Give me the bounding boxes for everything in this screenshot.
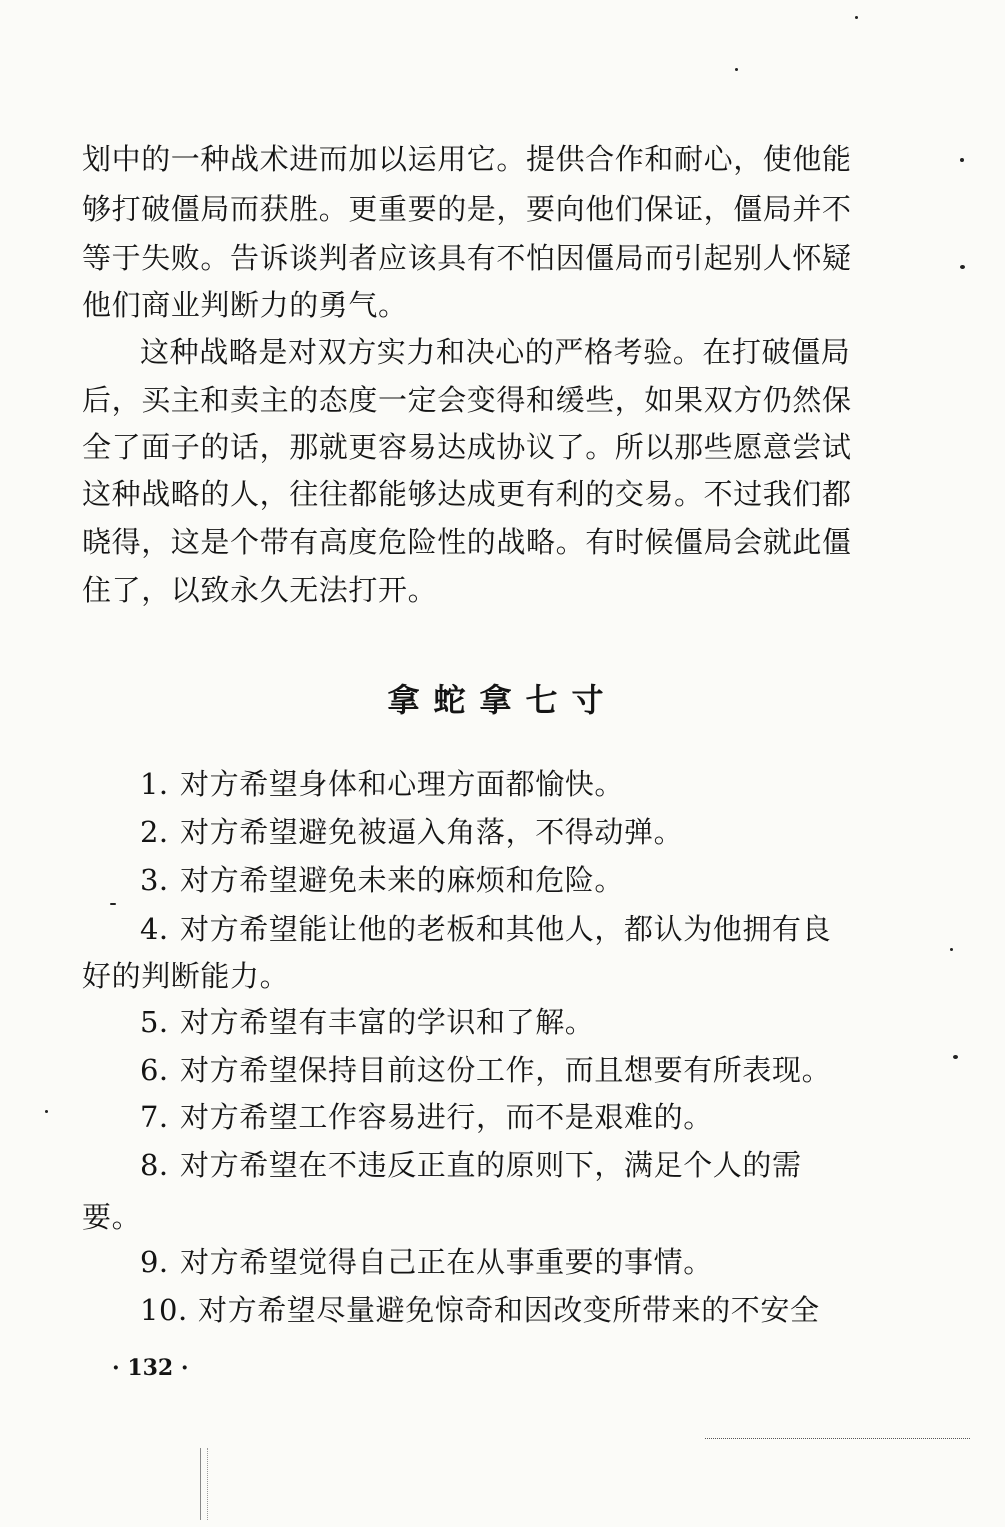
list-item-3	[140, 863, 624, 897]
scan-artifact-line	[705, 1438, 970, 1439]
list-item-number: 8．	[140, 1148, 189, 1182]
paragraph-2-line-2: 后，买主和卖主的态度一定会变得和缓些，如果双方仍然保	[82, 383, 852, 417]
paragraph-2-line-4: 这种战略的人，往往都能够达成更有利的交易。不过我们都	[82, 477, 852, 511]
list-item-text: 对方希望觉得自己正在从事重要的事情。	[180, 1245, 713, 1279]
paragraph-1-line-3: 等于失败。告诉谈判者应该具有不怕因僵局而引起别人怀疑	[82, 241, 852, 275]
list-item-4-continuation: 好的判断能力。	[82, 959, 290, 993]
scan-speck	[950, 948, 953, 951]
list-item-8-continuation: 要。	[82, 1200, 142, 1234]
list-item-1	[140, 767, 624, 801]
scan-speck	[855, 16, 858, 19]
list-item-number: 4．	[140, 912, 189, 946]
list-item-number: 9．	[140, 1245, 189, 1279]
list-item-text: 对方希望避免未来的麻烦和危险。	[180, 863, 625, 897]
list-item-2	[140, 815, 683, 849]
list-item-number: 10．	[140, 1293, 208, 1327]
list-item-6	[140, 1053, 831, 1087]
list-item-8	[140, 1148, 802, 1182]
list-item-text: 对方希望在不违反正直的原则下，满足个人的需	[180, 1148, 802, 1182]
scan-speck	[110, 903, 116, 905]
list-item-text: 对方希望避免被逼入角落，不得动弹。	[180, 815, 684, 849]
list-item-number: 3．	[140, 863, 189, 897]
list-item-number: 5．	[140, 1005, 189, 1039]
list-item-5	[140, 1005, 594, 1039]
paragraph-2-line-6: 住了，以致永久无法打开。	[82, 573, 438, 607]
paragraph-1-line-2: 够打破僵局而获胜。更重要的是，要向他们保证，僵局并不	[82, 192, 852, 226]
list-item-text: 对方希望身体和心理方面都愉快。	[180, 767, 625, 801]
paragraph-2-line-3: 全了面子的话，那就更容易达成协议了。所以那些愿意尝试	[82, 430, 852, 464]
paragraph-1-line-4: 他们商业判断力的勇气。	[82, 288, 408, 322]
list-item-text: 对方希望尽量避免惊奇和因改变所带来的不安全	[198, 1293, 820, 1327]
list-item-text: 对方希望工作容易进行，而不是艰难的。	[180, 1100, 713, 1134]
scan-binding-mark	[200, 1448, 208, 1520]
list-item-7	[140, 1100, 713, 1134]
paragraph-2-line-1: 这种战略是对双方实力和决心的严格考验。在打破僵局	[140, 335, 851, 369]
list-item-number: 2．	[140, 815, 189, 849]
scan-speck	[735, 68, 738, 71]
scan-speck	[45, 1110, 48, 1113]
list-item-number: 7．	[140, 1100, 189, 1134]
section-title: 拿蛇拿七寸	[387, 681, 618, 719]
list-item-4	[140, 912, 831, 946]
list-item-9	[140, 1245, 713, 1279]
scan-speck	[960, 265, 965, 269]
page-number: · 132 ·	[112, 1355, 189, 1381]
list-item-10	[140, 1293, 820, 1327]
list-item-text: 对方希望有丰富的学识和了解。	[180, 1005, 595, 1039]
paragraph-1-line-1: 划中的一种战术进而加以运用它。提供合作和耐心，使他能	[82, 142, 852, 176]
scan-speck	[960, 158, 964, 162]
list-item-text: 对方希望能让他的老板和其他人，都认为他拥有良	[180, 912, 832, 946]
list-item-number: 6．	[140, 1053, 189, 1087]
scan-speck	[953, 1055, 958, 1059]
paragraph-2-line-5: 晓得，这是个带有高度危险性的战略。有时候僵局会就此僵	[82, 525, 852, 559]
list-item-number: 1．	[140, 767, 189, 801]
list-item-text: 对方希望保持目前这份工作，而且想要有所表现。	[180, 1053, 832, 1087]
